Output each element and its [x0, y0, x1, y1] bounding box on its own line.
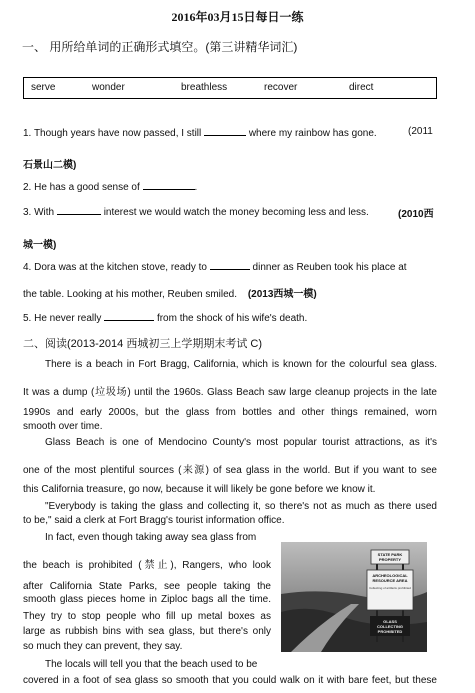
- word-bank-item: direct: [349, 82, 374, 93]
- paragraph-line: after California State Parks, see people taking the: [23, 581, 271, 592]
- paragraph-line: "Everybody is taking the glass and collecting it, so there's not as much as there used: [45, 501, 437, 512]
- word-bank-item: wonder: [92, 82, 125, 93]
- question-source: (2011: [408, 126, 433, 137]
- paragraph-line: There is a beach in Fort Bragg, California, which is known for the colourful sea glass.: [45, 359, 437, 370]
- question-text: where my rainbow has gone.: [248, 128, 377, 139]
- paragraph-line: 1990s and early 2000s, but the glass from bottles and other things remained, worn: [23, 407, 437, 418]
- paragraph-line: They try to stop people who fill up metal boxes as: [23, 611, 271, 622]
- word-bank-item: recover: [264, 82, 298, 93]
- page-title: 2016年03月15日每日一练: [171, 10, 304, 24]
- question-text: from the shock of his wife's death.: [156, 313, 308, 324]
- paragraph-line: It was a dump (垃圾场) until the 1960s. Glass Beach saw large cleanup projects in the late: [23, 387, 437, 398]
- paragraph-line: covered in a foot of sea glass so smooth that you could walk on it with bare feet, but these: [23, 675, 437, 686]
- answer-blank[interactable]: [210, 260, 250, 270]
- section2-heading: 二、阅读(2013-2014 西城初三上学期期末考试 C): [23, 338, 262, 350]
- question-text: .: [194, 182, 198, 193]
- word-bank: [23, 77, 437, 99]
- paragraph-line: this California treasure, go now, because it will likely be gone before we know it.: [23, 484, 376, 495]
- paragraph-line: the beach is prohibited (禁止), Rangers, who look: [23, 560, 271, 571]
- question-4: [23, 260, 407, 273]
- sign-footer: GLASS COLLECTING PROHIBITED: [377, 619, 403, 634]
- beach-sign-photo: [281, 542, 427, 652]
- sign-header: STATE PARK PROPERTY: [377, 552, 403, 562]
- answer-blank[interactable]: [104, 311, 154, 321]
- question-2: [23, 180, 197, 193]
- question-source: (2010西: [398, 209, 434, 220]
- question-text: 2. He has a good sense of: [23, 182, 140, 193]
- word-bank-item: breathless: [181, 82, 228, 93]
- question-text: 4. Dora was at the kitchen stove, ready to: [23, 262, 207, 273]
- question-3: [23, 205, 369, 218]
- question-text: dinner as Reuben took his place at: [252, 262, 407, 273]
- paragraph-line: The locals will tell you that the beach used to be: [45, 659, 258, 670]
- paragraph-line: to be," said a clerk at Fort Bragg's tourist information office.: [23, 515, 285, 526]
- question-text: the table. Looking at his mother, Reuben smiled.: [23, 289, 238, 300]
- sign-title: ARCHEOLOGICAL RESOURCE AREA: [372, 573, 408, 583]
- paragraph-line: smooth glass pieces home in Ziploc bags all the time.: [23, 594, 271, 605]
- question-text: 5. He never really: [23, 313, 102, 324]
- question-source: 石景山二模): [23, 160, 77, 171]
- question-source: (2013西城一模): [247, 289, 317, 300]
- sign-body: Collecting of artifacts prohibited: [369, 586, 411, 590]
- paragraph-line: large as rubbish bins with sea glass, but there's only: [23, 626, 271, 637]
- paragraph-line: one of the most plentiful sources (来源) of sea glass in the world. But if you want to see: [23, 465, 437, 476]
- question-text: interest we would watch the money becoming less and less.: [103, 207, 369, 218]
- section1-heading: 一、 用所给单词的正确形式填空。(第三讲精华词汇): [22, 40, 298, 54]
- question-1: [23, 126, 377, 139]
- paragraph-line: Glass Beach is one of Mendocino County's most popular tourist attractions, as it's: [45, 437, 437, 448]
- answer-blank[interactable]: [143, 180, 195, 190]
- paragraph-line: so much they can prevent, they say.: [23, 641, 183, 652]
- answer-blank[interactable]: [57, 205, 101, 215]
- question-text: 3. With: [23, 207, 55, 218]
- word-bank-item: serve: [31, 82, 56, 93]
- paragraph-line: In fact, even though taking away sea glass from: [45, 532, 257, 543]
- question-4-cont: [23, 285, 317, 300]
- question-text: 1. Though years have now passed, I still: [23, 128, 202, 139]
- paragraph-line: smooth over time.: [23, 421, 103, 432]
- question-5: [23, 311, 307, 324]
- answer-blank[interactable]: [204, 126, 246, 136]
- question-source: 城一模): [23, 240, 57, 251]
